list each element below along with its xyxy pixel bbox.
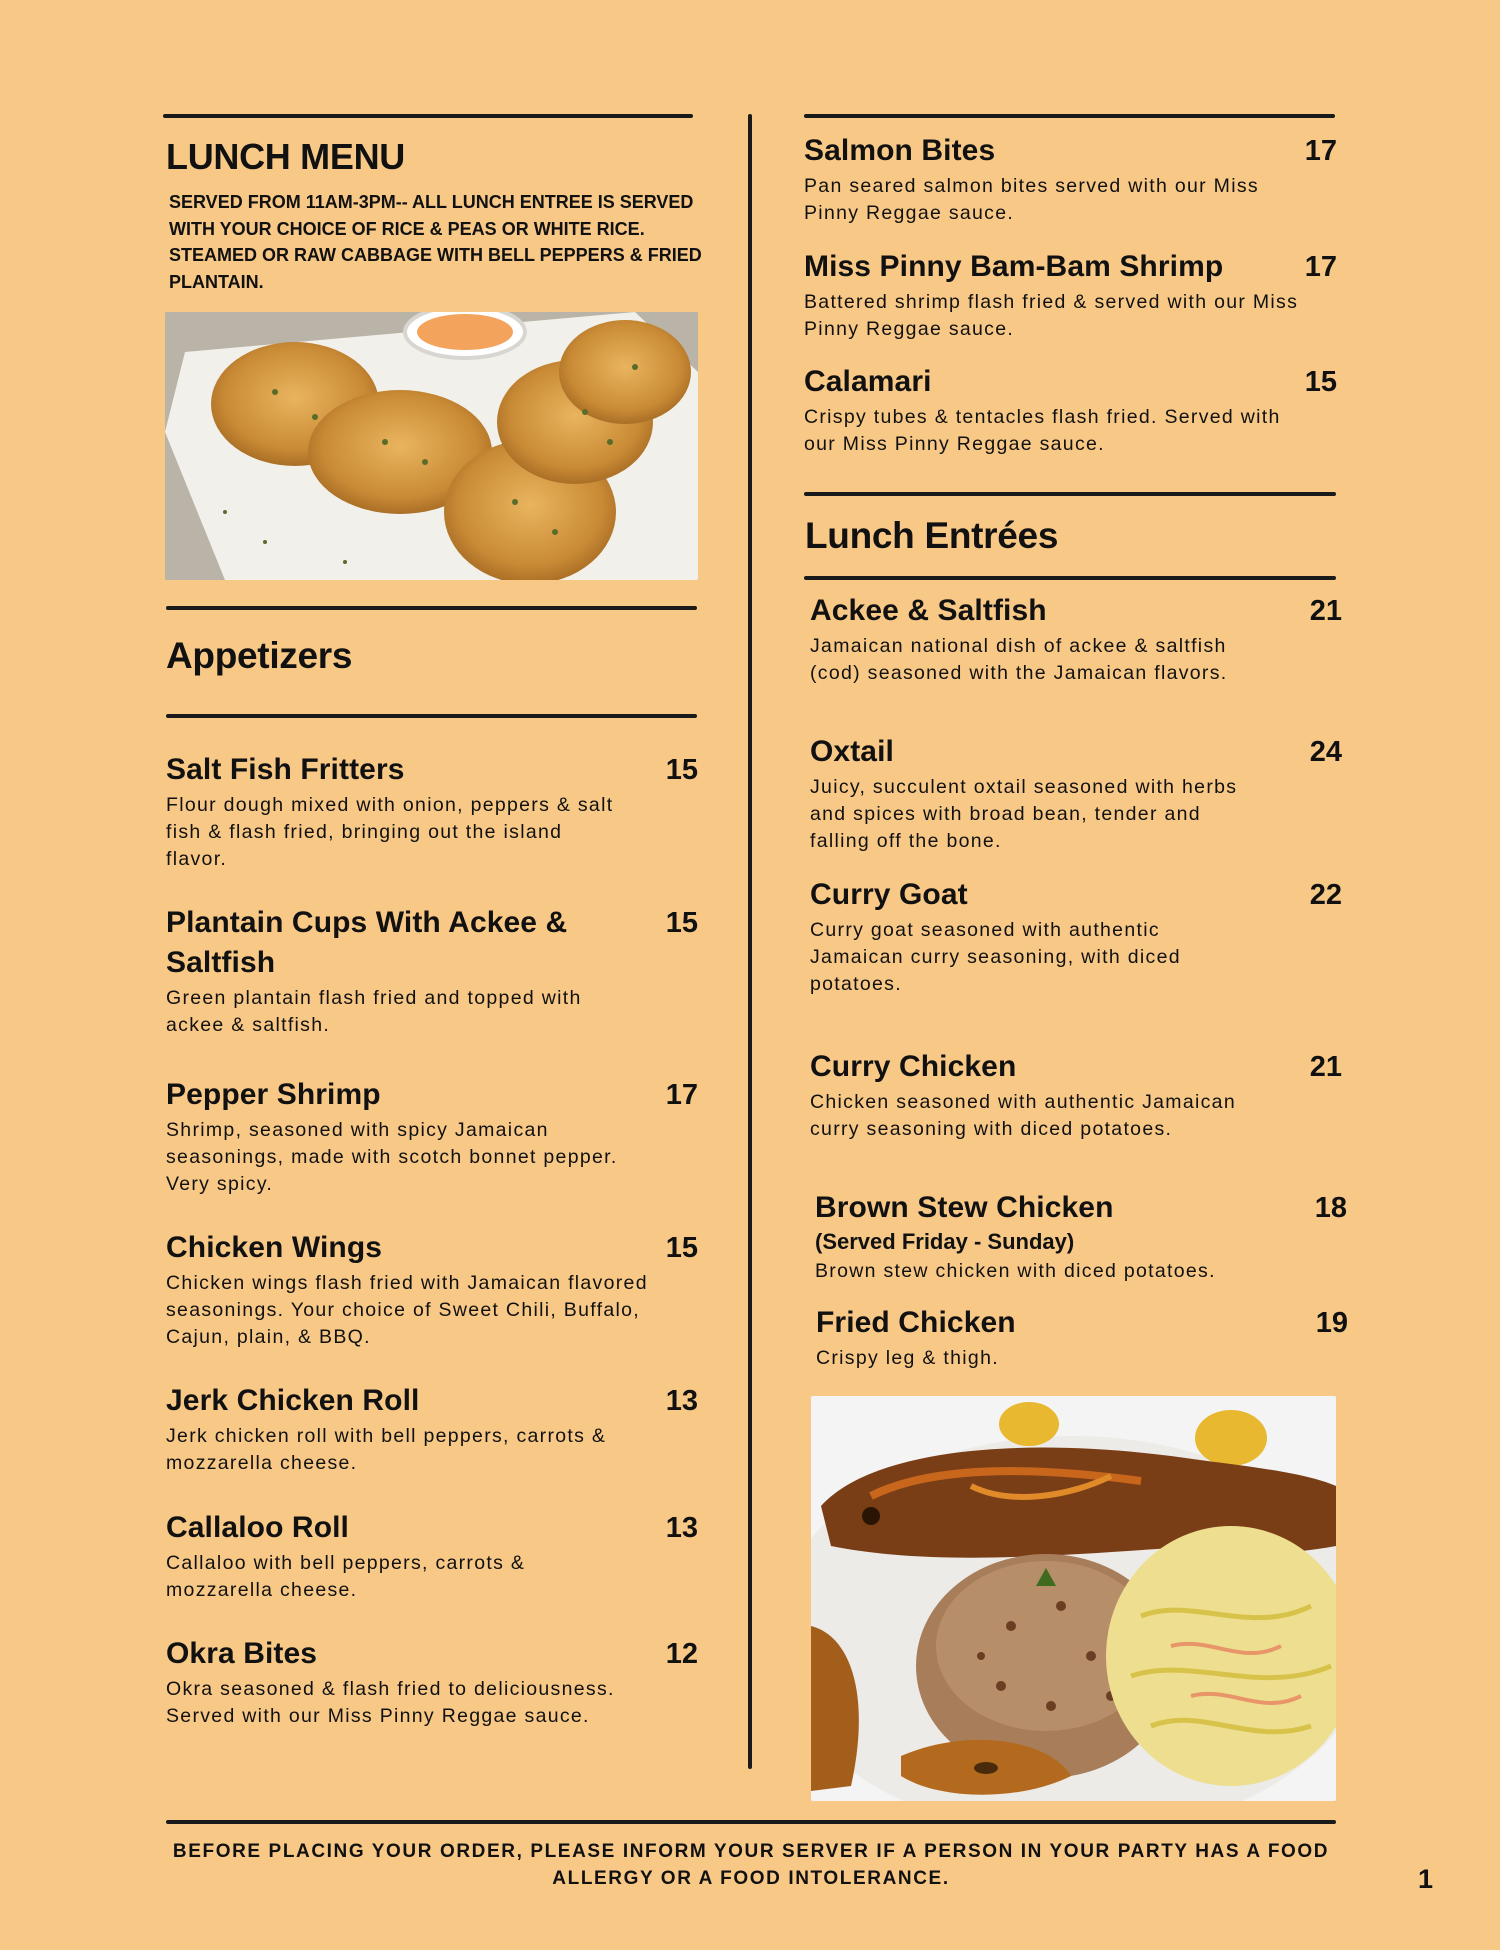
item-description: Green plantain flash fried and topped with ackee & saltfish.	[166, 987, 582, 1036]
menu-item-curry-goat	[810, 875, 1342, 998]
item-description: Pan seared salmon bites served with our Miss Pinny Reggae sauce.	[804, 175, 1259, 224]
item-name: Plantain Cups With Ackee & Saltfish	[166, 906, 568, 979]
divider-appetizers-top	[166, 606, 697, 610]
menu-item-pepper-shrimp	[166, 1075, 698, 1198]
item-price: 15	[665, 1232, 698, 1264]
menu-item-bam-bam-shrimp	[804, 247, 1336, 343]
item-name: Calamari	[804, 365, 932, 398]
page-number: 1	[1418, 1864, 1434, 1894]
item-name: Miss Pinny Bam-Bam Shrimp	[804, 250, 1224, 283]
divider-footer	[166, 1820, 1336, 1824]
item-name: Chicken Wings	[166, 1231, 383, 1264]
salt-fish-fritters-photo	[165, 312, 698, 580]
item-description: Crispy tubes & tentacles flash fried. Served with our Miss Pinny Reggae sauce.	[804, 406, 1281, 455]
item-description: Chicken wings flash fried with Jamaican flavored seasonings. Your choice of Sweet Chili, Buffalo, Cajun, plain, & BBQ.	[166, 1272, 648, 1348]
item-price: 12	[665, 1638, 698, 1670]
menu-item-calamari	[804, 362, 1336, 458]
item-price: 15	[665, 907, 698, 939]
page-title: LUNCH MENU	[166, 136, 405, 177]
item-name: Pepper Shrimp	[166, 1078, 381, 1111]
item-description: Callaloo with bell peppers, carrots & mozzarella cheese.	[166, 1552, 526, 1601]
item-name: Fried Chicken	[816, 1306, 1016, 1339]
item-name: Jerk Chicken Roll	[166, 1384, 420, 1417]
menu-item-curry-chicken	[810, 1047, 1342, 1143]
fritters-illustration	[165, 312, 698, 580]
brown-stew-fish-plate-photo	[811, 1396, 1336, 1801]
divider-entrees-bottom	[804, 576, 1336, 580]
item-price: 17	[665, 1079, 698, 1111]
item-price: 18	[1314, 1192, 1347, 1224]
item-price: 21	[1309, 1051, 1342, 1083]
item-price: 21	[1309, 595, 1342, 627]
item-description: Brown stew chicken with diced potatoes.	[815, 1260, 1216, 1282]
divider-entrees-top	[804, 492, 1336, 496]
item-price: 17	[1304, 135, 1337, 167]
lunch-intro-text: SERVED FROM 11AM-3PM-- ALL LUNCH ENTREE IS SERVED WITH YOUR CHOICE OF RICE & PEAS OR WHITE RICE. STEAMED OR RAW CABBAGE WITH BELL PEPPERS & FRIED PLANTAIN.	[169, 192, 702, 292]
menu-item-salt-fish-fritters	[166, 750, 698, 873]
plate-illustration	[811, 1396, 1336, 1801]
item-price: 19	[1315, 1307, 1348, 1339]
menu-item-ackee-saltfish	[810, 591, 1342, 687]
item-name: Salmon Bites	[804, 134, 996, 167]
menu-item-plantain-cups	[166, 903, 698, 1039]
item-description: Jamaican national dish of ackee & saltfish (cod) seasoned with the Jamaican flavors.	[810, 635, 1228, 684]
item-description: Curry goat seasoned with authentic Jamaican curry seasoning, with diced potatoes.	[810, 919, 1181, 995]
item-description: Crispy leg & thigh.	[816, 1347, 999, 1369]
item-description: Juicy, succulent oxtail seasoned with herbs and spices with broad bean, tender and falling off the bone.	[810, 776, 1238, 852]
item-name: Salt Fish Fritters	[166, 753, 405, 786]
menu-item-okra-bites	[166, 1634, 698, 1730]
item-description: Okra seasoned & flash fried to deliciousness. Served with our Miss Pinny Reggae sauce.	[166, 1678, 615, 1727]
item-price: 13	[665, 1512, 698, 1544]
item-price: 13	[665, 1385, 698, 1417]
item-description: Shrimp, seasoned with spicy Jamaican seasonings, made with scotch bonnet pepper. Very spicy.	[166, 1119, 618, 1195]
item-name: Ackee & Saltfish	[810, 594, 1047, 627]
item-price: 22	[1309, 879, 1342, 911]
appetizers-heading: Appetizers	[166, 635, 353, 676]
item-name: Brown Stew Chicken	[815, 1191, 1114, 1224]
item-name: Okra Bites	[166, 1637, 318, 1670]
menu-item-brown-stew-chicken	[815, 1188, 1347, 1285]
menu-item-oxtail	[810, 732, 1342, 855]
divider-appetizers-bottom	[166, 714, 697, 718]
item-price: 15	[665, 754, 698, 786]
item-price: 15	[1304, 366, 1337, 398]
item-price: 24	[1309, 736, 1342, 768]
menu-item-fried-chicken	[816, 1303, 1348, 1372]
item-description: Flour dough mixed with onion, peppers & salt fish & flash fried, bringing out the island flavor.	[166, 794, 614, 870]
menu-item-callaloo-roll	[166, 1508, 698, 1604]
item-name: Callaloo Roll	[166, 1511, 349, 1544]
divider-top-left	[163, 114, 693, 118]
item-name: Oxtail	[810, 735, 894, 768]
column-divider	[748, 114, 752, 1769]
allergy-notice: BEFORE PLACING YOUR ORDER, PLEASE INFORM YOUR SERVER IF A PERSON IN YOUR PARTY HAS A FOOD ALLERGY OR A FOOD INTOLERANCE.	[172, 1841, 1330, 1889]
menu-item-salmon-bites	[804, 131, 1336, 227]
divider-top-right	[804, 114, 1335, 118]
item-name: Curry Goat	[810, 878, 968, 911]
item-availability-note: (Served Friday - Sunday)	[815, 1229, 1075, 1254]
menu-item-chicken-wings	[166, 1228, 698, 1351]
entrees-heading: Lunch Entrées	[805, 515, 1059, 556]
item-price: 17	[1304, 251, 1337, 283]
menu-item-jerk-chicken-roll	[166, 1381, 698, 1477]
item-name: Curry Chicken	[810, 1050, 1017, 1083]
item-description: Jerk chicken roll with bell peppers, carrots & mozzarella cheese.	[166, 1425, 607, 1474]
item-description: Battered shrimp flash fried & served with our Miss Pinny Reggae sauce.	[804, 291, 1299, 340]
item-description: Chicken seasoned with authentic Jamaican curry seasoning with diced potatoes.	[810, 1091, 1236, 1140]
